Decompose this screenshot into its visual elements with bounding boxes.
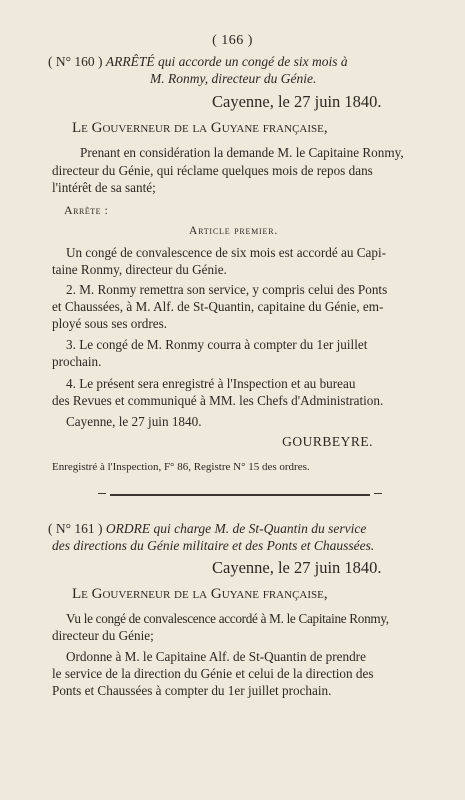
doc2-ordonne-line2: le service de la direction du Génie et celui de la direction des <box>52 666 374 681</box>
doc1-article4-line2: des Revues et communiqué à MM. les Chefs d'Administration. <box>52 393 384 408</box>
doc1-article2-line2: et Chaussées, à M. Alf. de St-Quantin, capitaine du Génie, em- <box>52 299 384 314</box>
doc1-signature: GOURBEYRE. <box>282 434 373 449</box>
doc1-closing-date: Cayenne, le 27 juin 1840. <box>66 414 202 429</box>
doc1-article4-line1: 4. Le présent sera enregistré à l'Inspection et au bureau <box>66 376 356 391</box>
doc1-considering-line2: directeur du Génie, qui réclame quelques mois de repos dans <box>52 163 373 178</box>
doc1-title-number: ( N° 160 ) <box>48 54 103 69</box>
doc1-article1-line2: taine Ronmy, directeur du Génie. <box>52 262 227 277</box>
doc2-date: Cayenne, le 27 juin 1840. <box>212 558 382 577</box>
page-number: ( 166 ) <box>212 33 253 48</box>
doc2-ordonne-line3: Ponts et Chaussées à compter du 1er juillet prochain. <box>52 683 332 698</box>
doc2-governor: Le Gouverneur de la Guyane française, <box>72 586 328 602</box>
doc1-considering-line1: Prenant en considération la demande M. le Capitaine Ronmy, <box>80 145 404 160</box>
doc1-registration: Enregistré à l'Inspection, F° 86, Registre N° 15 des ordres. <box>52 461 310 473</box>
doc1-article3-line2: prochain. <box>52 354 102 369</box>
doc1-title <box>48 53 429 70</box>
doc2-vu-line2: directeur du Génie; <box>52 628 154 643</box>
doc1-article2-line1: 2. M. Ronmy remettra son service, y compris celui des Ponts <box>66 282 388 297</box>
doc1-article2-line3: ployé sous ses ordres. <box>52 316 168 331</box>
doc1-considering-line3: l'intérêt de sa santé; <box>52 180 156 195</box>
doc1-title-main: ARRÊTÉ qui accorde un congé de six mois à <box>105 54 348 69</box>
doc1-title-continuation: M. Ronmy, directeur du Génie. <box>150 71 317 86</box>
doc2-title <box>48 520 429 537</box>
doc1-arrete: Arrête : <box>64 203 109 217</box>
section-divider <box>110 494 370 496</box>
doc1-article-premier: Article premier. <box>188 225 279 237</box>
doc2-title-number: ( N° 161 ) <box>48 521 103 536</box>
doc2-vu-line1: Vu le congé de convalescence accordé à M. le Capitaine Ronmy, <box>66 611 389 626</box>
doc1-date: Cayenne, le 27 juin 1840. <box>212 92 382 111</box>
doc1-article1-line1: Un congé de convalescence de six mois est accordé au Capi- <box>66 245 387 260</box>
doc2-title-continuation: des directions du Génie militaire et des Ponts et Chaussées. <box>52 538 375 553</box>
doc1-article3-line1: 3. Le congé de M. Ronmy courra à compter du 1er juillet <box>66 337 368 352</box>
doc2-title-main: ORDRE qui charge M. de St-Quantin du service <box>105 521 367 536</box>
doc2-ordonne-line1: Ordonne à M. le Capitaine Alf. de St-Quantin de prendre <box>66 649 366 664</box>
doc1-governor: Le Gouverneur de la Guyane française, <box>72 120 328 136</box>
